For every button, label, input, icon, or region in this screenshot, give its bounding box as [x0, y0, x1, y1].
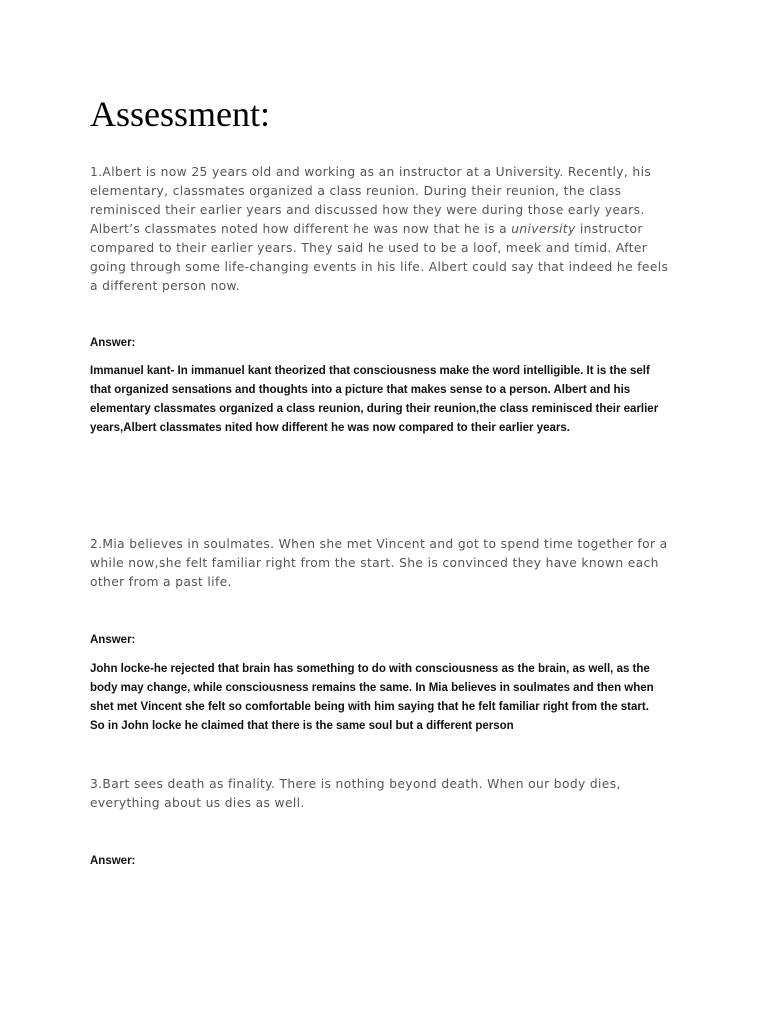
- answer-1-line: years,Albert classmates nited how different he was now compared to their earlier years.: [90, 422, 570, 434]
- answer-1-line: elementary classmates organized a class reunion, during their reunion,the class reminisced their earlier: [90, 403, 659, 415]
- question-1-line: 1.Albert is now 25 years old and working as an instructor at a University. Recently, his: [90, 165, 652, 179]
- answer-1-label: Answer:: [90, 337, 136, 349]
- answer-2-line: body may change, while consciousness remains the same. In Mia believes in soulmates and then when: [90, 682, 654, 694]
- question-3-line: everything about us dies as well.: [90, 796, 305, 810]
- question-3-line: 3.Bart sees death as finality. There is nothing beyond death. When our body dies,: [90, 777, 621, 791]
- question-1-text: instructor: [575, 222, 643, 236]
- question-1-text: Albert’s classmates noted how different he was now that he is a: [90, 222, 512, 236]
- answer-2-label: Answer:: [90, 634, 136, 646]
- answer-1: [90, 362, 690, 438]
- question-1: [90, 163, 690, 296]
- question-1-line: reminisced their earlier years and discussed how they were during those early years.: [90, 203, 645, 217]
- question-1-line: going through some life-changing events in his life. Albert could say that indeed he feels: [90, 260, 669, 274]
- question-1-line: [90, 220, 690, 239]
- answer-2-line: shet met Vincent she felt so comfortable being with him saying that he felt familiar right from the start.: [90, 701, 649, 713]
- question-3: [90, 775, 690, 813]
- question-2: [90, 535, 690, 592]
- answer-1-line: that organized sensations and thoughts into a picture that makes sense to a person. Albert and his: [90, 384, 631, 396]
- question-2-line: other from a past life.: [90, 575, 232, 589]
- question-1-italic-word: university: [511, 222, 576, 236]
- question-1-line: a different person now.: [90, 279, 241, 293]
- question-2-line: 2.Mia believes in soulmates. When she met Vincent and got to spend time together for a: [90, 537, 668, 551]
- answer-2: [90, 660, 690, 736]
- question-2-line: while now,she felt familiar right from the start. She is convinced they have known each: [90, 556, 659, 570]
- question-1-line: elementary, classmates organized a class reunion. During their reunion, the class: [90, 184, 622, 198]
- answer-1-line: Immanuel kant- In immanuel kant theorized that consciousness make the word intelligible. It is the self: [90, 365, 650, 377]
- answer-2-line: So in John locke he claimed that there is the same soul but a different person: [90, 720, 514, 732]
- answer-3-label: Answer:: [90, 855, 136, 867]
- page-title: Assessment:: [90, 94, 270, 134]
- question-1-line: compared to their earlier years. They said he used to be a loof, meek and timid. After: [90, 241, 648, 255]
- answer-2-line: John locke-he rejected that brain has something to do with consciousness as the brain, as well, as the: [90, 663, 650, 675]
